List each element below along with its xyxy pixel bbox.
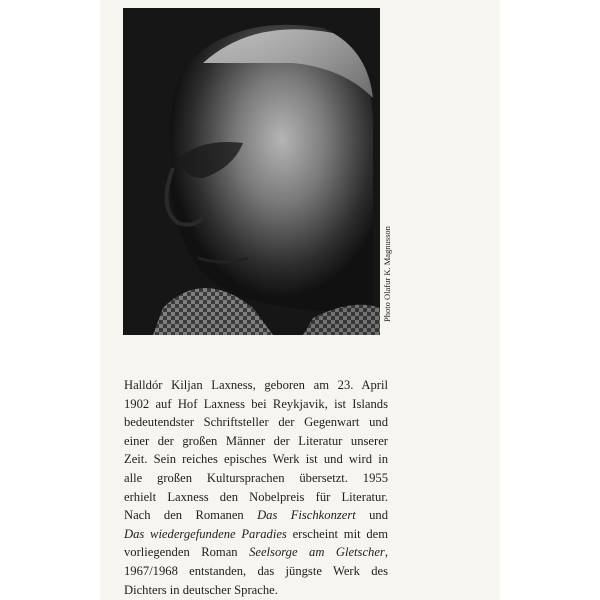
bio-line: Dichters in deutscher Sprache.: [124, 582, 278, 597]
bio-line: Zeit. Sein reiches episches Werk ist und wird in: [124, 452, 388, 467]
novel-title-fischkonzert: Das Fischkonzert: [257, 508, 356, 523]
bio-text: Nach den Romanen: [124, 508, 258, 523]
bio-text: erscheint mit dem: [286, 526, 388, 541]
bio-line: [124, 525, 388, 544]
photo-credit: Photo Olafur K. Magnusson: [382, 226, 392, 322]
novel-title-paradies: Das wiedergefundene Paradies: [124, 526, 287, 541]
bio-text: ,: [384, 545, 388, 560]
bio-text: und: [355, 508, 389, 523]
bio-line: bedeutendster Schriftsteller der Gegenwart und: [124, 415, 388, 430]
portrait-image: [123, 8, 380, 335]
author-portrait-photo: [123, 8, 380, 335]
bio-line: 1967/1968 entstanden, das jüngste Werk des: [124, 563, 388, 578]
bio-line: [124, 506, 388, 525]
bio-line: erhielt Laxness den Nobelpreis für Literatur.: [124, 489, 388, 504]
bio-line: Halldór Kiljan Laxness, geboren am 23. April: [124, 378, 388, 392]
bio-line: alle großen Kultursprachen übersetzt. 1955: [124, 470, 388, 485]
author-biography: [124, 376, 388, 599]
bio-line: einer der großen Männer der Literatur unserer: [124, 433, 388, 448]
bio-text: vorliegenden Roman: [124, 545, 250, 560]
novel-title-seelsorge: Seelsorge am Gletscher: [249, 545, 385, 560]
bio-line: [124, 543, 388, 562]
bio-line: 1902 auf Hof Laxness bei Reykjavik, ist Islands: [124, 396, 388, 411]
